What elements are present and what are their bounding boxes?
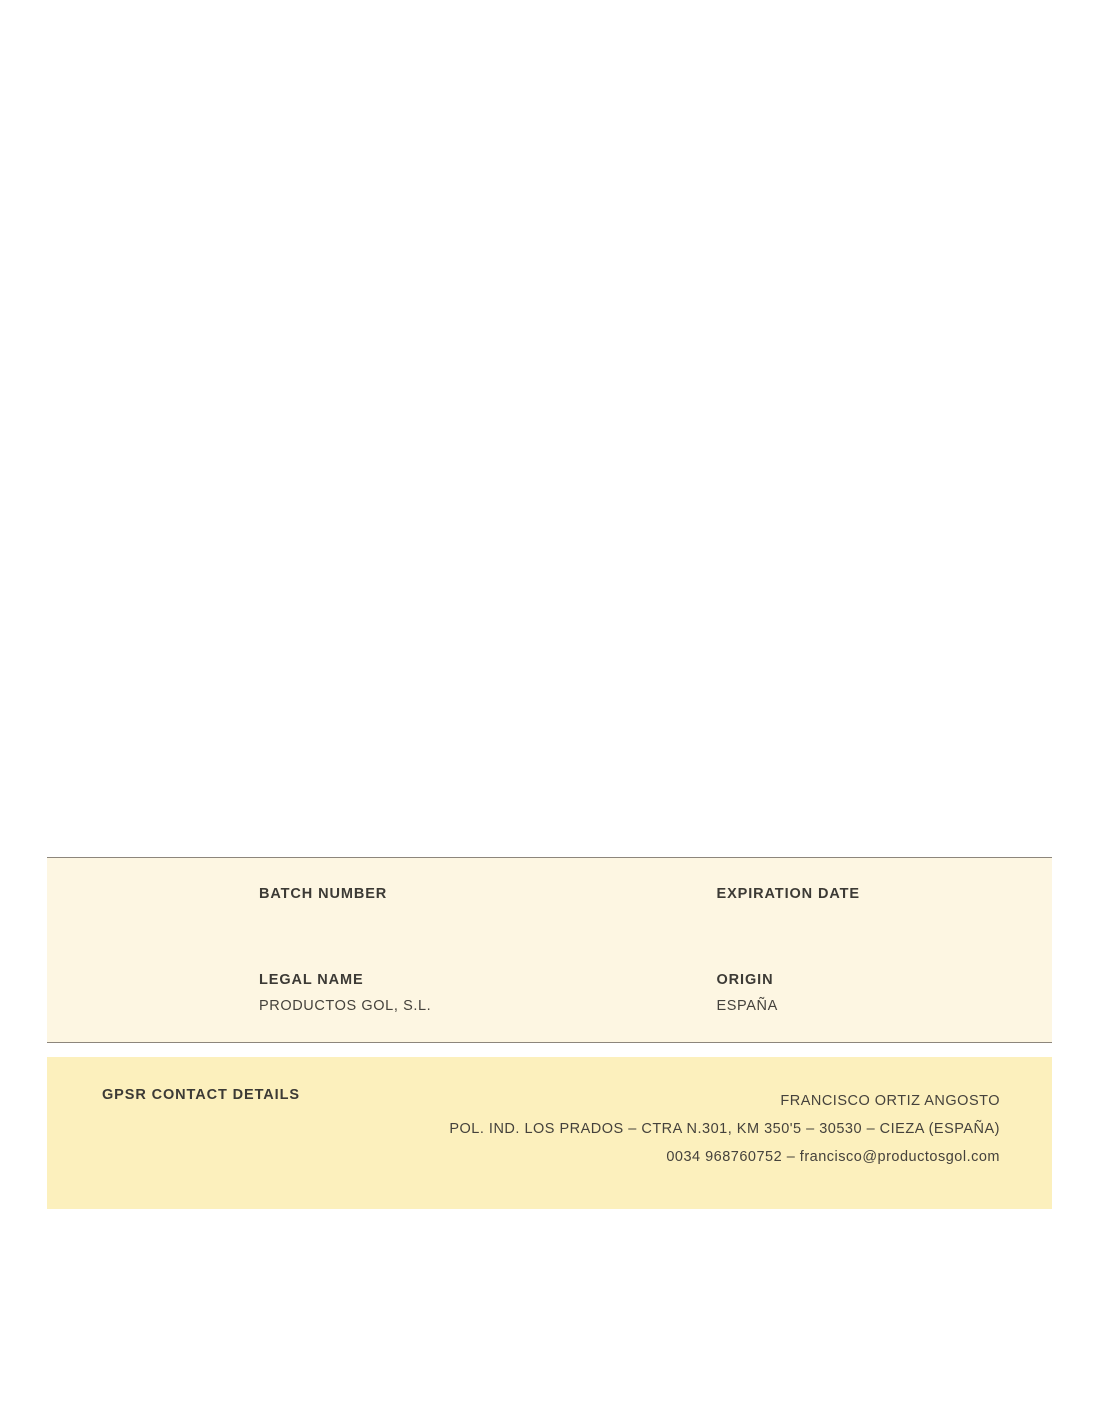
gpsr-contact-name: FRANCISCO ORTIZ ANGOSTO	[780, 1093, 1000, 1109]
legal-name-label: LEGAL NAME	[259, 972, 364, 988]
origin-label: ORIGIN	[716, 972, 774, 988]
legal-name-cell	[47, 972, 550, 1014]
expiration-date-label: EXPIRATION DATE	[716, 886, 860, 902]
origin-value: ESPAÑA	[716, 998, 778, 1014]
expiration-date-value	[717, 902, 1053, 922]
label-row-batch-expiration	[47, 858, 1052, 928]
expiration-date-cell	[550, 886, 1053, 922]
gpsr-contact-phone-email: 0034 968760752 – francisco@productosgol.com	[666, 1149, 1000, 1165]
batch-number-label: BATCH NUMBER	[259, 886, 388, 902]
batch-number-cell	[47, 886, 550, 922]
label-row-legal-origin	[47, 972, 1052, 1042]
gpsr-contact-label: GPSR CONTACT DETAILS	[102, 1087, 300, 1103]
gpsr-contact-panel	[47, 1057, 1052, 1209]
product-label-panel	[47, 857, 1052, 1043]
batch-number-value	[259, 902, 550, 922]
legal-name-value: PRODUCTOS GOL, S.L.	[259, 998, 432, 1014]
gpsr-contact-address: POL. IND. LOS PRADOS – CTRA N.301, KM 350'5 – 30530 – CIEZA (ESPAÑA)	[449, 1121, 1000, 1137]
label-row-spacer	[47, 928, 1052, 972]
origin-cell	[550, 972, 1053, 1014]
